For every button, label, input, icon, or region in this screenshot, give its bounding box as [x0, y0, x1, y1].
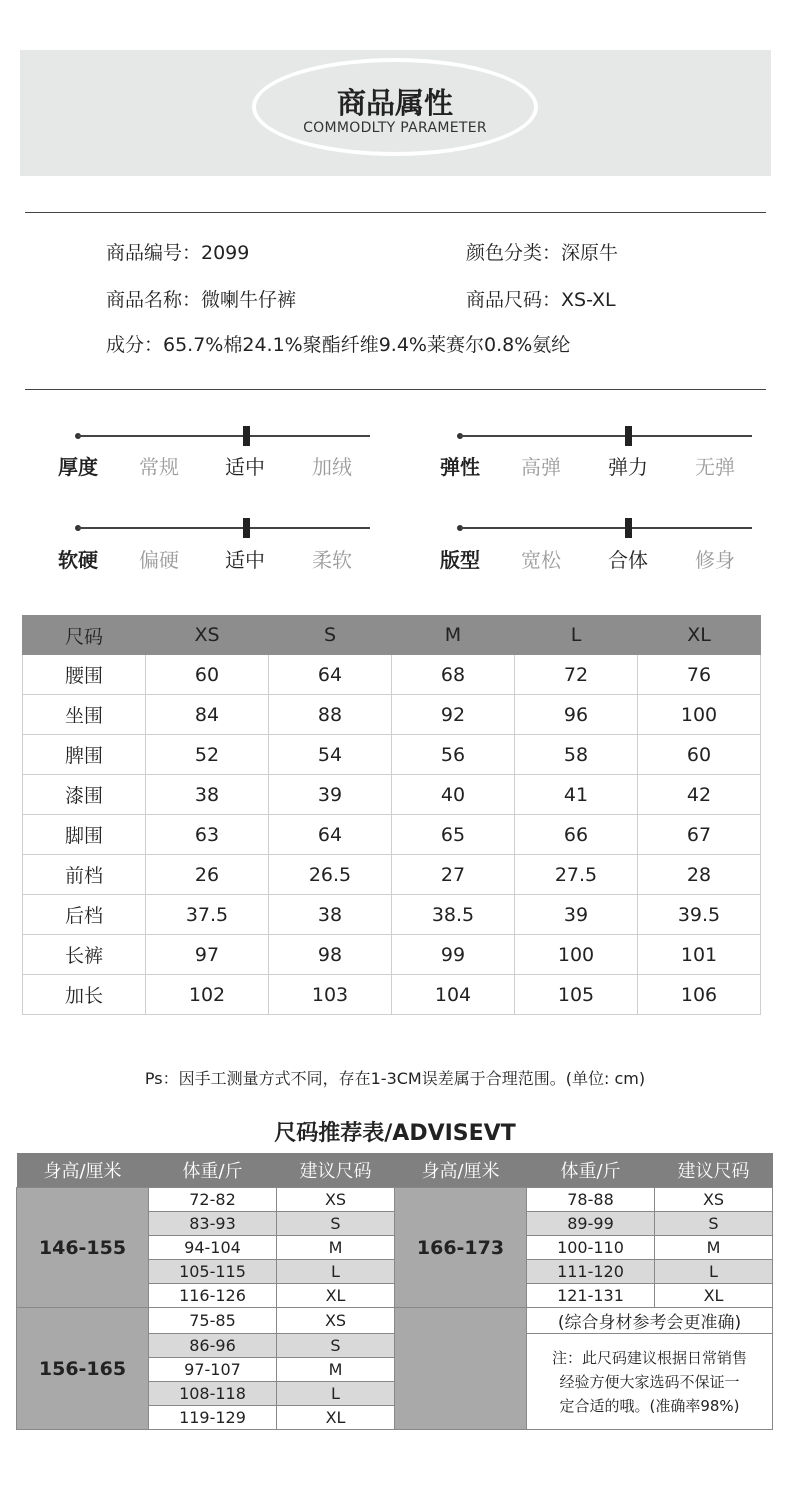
- measurement-name-cell: 加长: [23, 975, 146, 1015]
- size-cell: XL: [277, 1406, 395, 1430]
- size-table-row: [23, 975, 761, 1015]
- measurement-value-cell: 102: [146, 975, 269, 1015]
- measurement-name-cell: 坐围: [23, 695, 146, 735]
- measurement-name-cell: 漆围: [23, 775, 146, 815]
- height-cell: 156-165: [17, 1308, 149, 1430]
- measurement-value-cell: 88: [269, 695, 392, 735]
- measurement-value-cell: 97: [146, 935, 269, 975]
- size-cell: S: [277, 1212, 395, 1236]
- measurement-name-cell: 脚围: [23, 815, 146, 855]
- note-line: 定合适的哦。(准确率98%): [559, 1396, 740, 1415]
- measurement-value-cell: 27: [392, 855, 515, 895]
- measurement-value-cell: 39: [269, 775, 392, 815]
- size-table-row: [23, 695, 761, 735]
- weight-cell: 105-115: [149, 1260, 277, 1284]
- scale-line: [460, 435, 752, 437]
- measurement-value-cell: 64: [269, 655, 392, 695]
- height-cell: 166-173: [395, 1188, 527, 1308]
- scale-option: 加绒: [312, 455, 352, 479]
- measurement-value-cell: 84: [146, 695, 269, 735]
- measurement-value-cell: 67: [638, 815, 761, 855]
- weight-cell: 89-99: [527, 1212, 655, 1236]
- measurement-value-cell: 106: [638, 975, 761, 1015]
- scale-line: [78, 527, 370, 529]
- scale-option: 无弹: [695, 455, 735, 479]
- scale-label: 厚度: [58, 455, 98, 479]
- weight-cell: 97-107: [149, 1358, 277, 1382]
- weight-cell: 78-88: [527, 1188, 655, 1212]
- recommend-row: [17, 1188, 773, 1212]
- header-cell: 体重/斤: [149, 1153, 277, 1188]
- weight-cell: 94-104: [149, 1236, 277, 1260]
- measurement-value-cell: 38.5: [392, 895, 515, 935]
- size-recommend-table: [16, 1153, 773, 1430]
- scale-option: 修身: [695, 548, 735, 572]
- size-cell: S: [655, 1212, 773, 1236]
- divider: [25, 212, 766, 213]
- measurement-value-cell: 63: [146, 815, 269, 855]
- size-cell: S: [277, 1334, 395, 1358]
- weight-cell: 108-118: [149, 1382, 277, 1406]
- recommend-title: 尺码推荐表/ADVISEVT: [274, 1121, 516, 1146]
- size-cell: L: [277, 1260, 395, 1284]
- header-cell: 建议尺码: [655, 1153, 773, 1188]
- measurement-value-cell: 38: [269, 895, 392, 935]
- measurement-value-cell: 101: [638, 935, 761, 975]
- scale-option-selected: 弹力: [608, 455, 648, 479]
- header-cell: L: [515, 616, 638, 655]
- scale-option: 柔软: [312, 548, 352, 572]
- header-cell: XL: [638, 616, 761, 655]
- measurement-value-cell: 68: [392, 655, 515, 695]
- size-cell: L: [655, 1260, 773, 1284]
- measurement-value-cell: 26.5: [269, 855, 392, 895]
- weight-cell: 111-120: [527, 1260, 655, 1284]
- measurement-value-cell: 38: [146, 775, 269, 815]
- scale-marker: [243, 426, 250, 446]
- measurement-value-cell: 27.5: [515, 855, 638, 895]
- color-category: 颜色分类：深原牛: [466, 242, 619, 264]
- scale-option-selected: 适中: [225, 548, 265, 572]
- weight-cell: 72-82: [149, 1188, 277, 1212]
- header-cell: 尺码: [23, 616, 146, 655]
- measurement-value-cell: 76: [638, 655, 761, 695]
- measurement-value-cell: 64: [269, 815, 392, 855]
- measurement-value-cell: 99: [392, 935, 515, 975]
- measurement-value-cell: 40: [392, 775, 515, 815]
- size-table-header: [23, 616, 761, 655]
- measurement-name-cell: 后档: [23, 895, 146, 935]
- measurement-value-cell: 104: [392, 975, 515, 1015]
- size-cell: XS: [655, 1188, 773, 1212]
- weight-cell: 86-96: [149, 1334, 277, 1358]
- scale-label: 软硬: [58, 548, 98, 572]
- scale-option: 常规: [139, 455, 179, 479]
- measurement-value-cell: 65: [392, 815, 515, 855]
- measurement-value-cell: 54: [269, 735, 392, 775]
- height-cell: 146-155: [17, 1188, 149, 1308]
- scale-marker: [625, 518, 632, 538]
- size-cell: XS: [277, 1308, 395, 1334]
- measurement-value-cell: 92: [392, 695, 515, 735]
- measurement-value-cell: 39.5: [638, 895, 761, 935]
- measurement-value-cell: 42: [638, 775, 761, 815]
- header-cell: 建议尺码: [277, 1153, 395, 1188]
- scale-option: 宽松: [521, 548, 561, 572]
- weight-cell: 83-93: [149, 1212, 277, 1236]
- header-cell: S: [269, 616, 392, 655]
- weight-cell: 100-110: [527, 1236, 655, 1260]
- measurement-value-cell: 56: [392, 735, 515, 775]
- weight-cell: 119-129: [149, 1406, 277, 1430]
- weight-cell: 121-131: [527, 1284, 655, 1308]
- item-size-range: 商品尺码：XS-XL: [466, 289, 616, 311]
- header-cell: XS: [146, 616, 269, 655]
- measurement-value-cell: 103: [269, 975, 392, 1015]
- size-table-row: [23, 895, 761, 935]
- measurement-value-cell: 58: [515, 735, 638, 775]
- scale-line: [78, 435, 370, 437]
- size-cell: XL: [655, 1284, 773, 1308]
- measurement-value-cell: 52: [146, 735, 269, 775]
- measurement-value-cell: 26: [146, 855, 269, 895]
- divider: [25, 389, 766, 390]
- recommend-note-title: (综合身材参考会更准确): [527, 1308, 773, 1334]
- measurement-value-cell: 60: [146, 655, 269, 695]
- weight-cell: 116-126: [149, 1284, 277, 1308]
- size-table: [22, 615, 761, 1015]
- size-cell: M: [277, 1358, 395, 1382]
- measurement-name-cell: 前档: [23, 855, 146, 895]
- measurement-value-cell: 105: [515, 975, 638, 1015]
- size-table-row: [23, 935, 761, 975]
- size-table-row: [23, 775, 761, 815]
- measurement-name-cell: 脾围: [23, 735, 146, 775]
- header-cell: M: [392, 616, 515, 655]
- page-title: 商品属性: [336, 86, 453, 120]
- header-cell: 身高/厘米: [395, 1153, 527, 1188]
- scale-marker: [243, 518, 250, 538]
- header-cell: 体重/斤: [527, 1153, 655, 1188]
- measurement-name-cell: 腰围: [23, 655, 146, 695]
- note-line: 注：此尺码建议根据日常销售: [551, 1348, 747, 1367]
- measurement-note: Ps：因手工测量方式不同，存在1-3CM误差属于合理范围。(单位: cm): [144, 1069, 646, 1088]
- size-table-row: [23, 855, 761, 895]
- measurement-value-cell: 66: [515, 815, 638, 855]
- scale-marker: [625, 426, 632, 446]
- measurement-name-cell: 长裤: [23, 935, 146, 975]
- measurement-value-cell: 100: [515, 935, 638, 975]
- scale-line: [460, 527, 752, 529]
- size-table-row: [23, 735, 761, 775]
- size-cell: M: [655, 1236, 773, 1260]
- scale-option-selected: 适中: [225, 455, 265, 479]
- size-table-row: [23, 815, 761, 855]
- scale-option-selected: 合体: [608, 548, 648, 572]
- item-name: 商品名称：微喇牛仔裤: [106, 289, 297, 311]
- measurement-value-cell: 98: [269, 935, 392, 975]
- recommend-note: [527, 1334, 773, 1430]
- composition: 成分：65.7%棉24.1%聚酯纤维9.4%莱赛尔0.8%氨纶: [106, 334, 571, 356]
- scale-option: 偏硬: [139, 548, 179, 572]
- measurement-value-cell: 60: [638, 735, 761, 775]
- measurement-value-cell: 28: [638, 855, 761, 895]
- measurement-value-cell: 39: [515, 895, 638, 935]
- size-cell: L: [277, 1382, 395, 1406]
- page-subtitle: COMMODLTY PARAMETER: [303, 120, 487, 136]
- header-cell: 身高/厘米: [17, 1153, 149, 1188]
- size-cell: M: [277, 1236, 395, 1260]
- size-cell: XS: [277, 1188, 395, 1212]
- measurement-value-cell: 72: [515, 655, 638, 695]
- item-number: 商品编号：2099: [106, 242, 250, 264]
- scale-label: 版型: [440, 548, 480, 572]
- scale-label: 弹性: [440, 455, 480, 479]
- measurement-value-cell: 96: [515, 695, 638, 735]
- size-cell: XL: [277, 1284, 395, 1308]
- empty-height-cell: [395, 1308, 527, 1430]
- recommend-header: [17, 1153, 773, 1188]
- measurement-value-cell: 41: [515, 775, 638, 815]
- note-line: 经验方便大家选码不保证一: [559, 1372, 740, 1391]
- scale-option: 高弹: [521, 455, 561, 479]
- size-table-row: [23, 655, 761, 695]
- weight-cell: 75-85: [149, 1308, 277, 1334]
- measurement-value-cell: 37.5: [146, 895, 269, 935]
- recommend-row: [17, 1308, 773, 1334]
- measurement-value-cell: 100: [638, 695, 761, 735]
